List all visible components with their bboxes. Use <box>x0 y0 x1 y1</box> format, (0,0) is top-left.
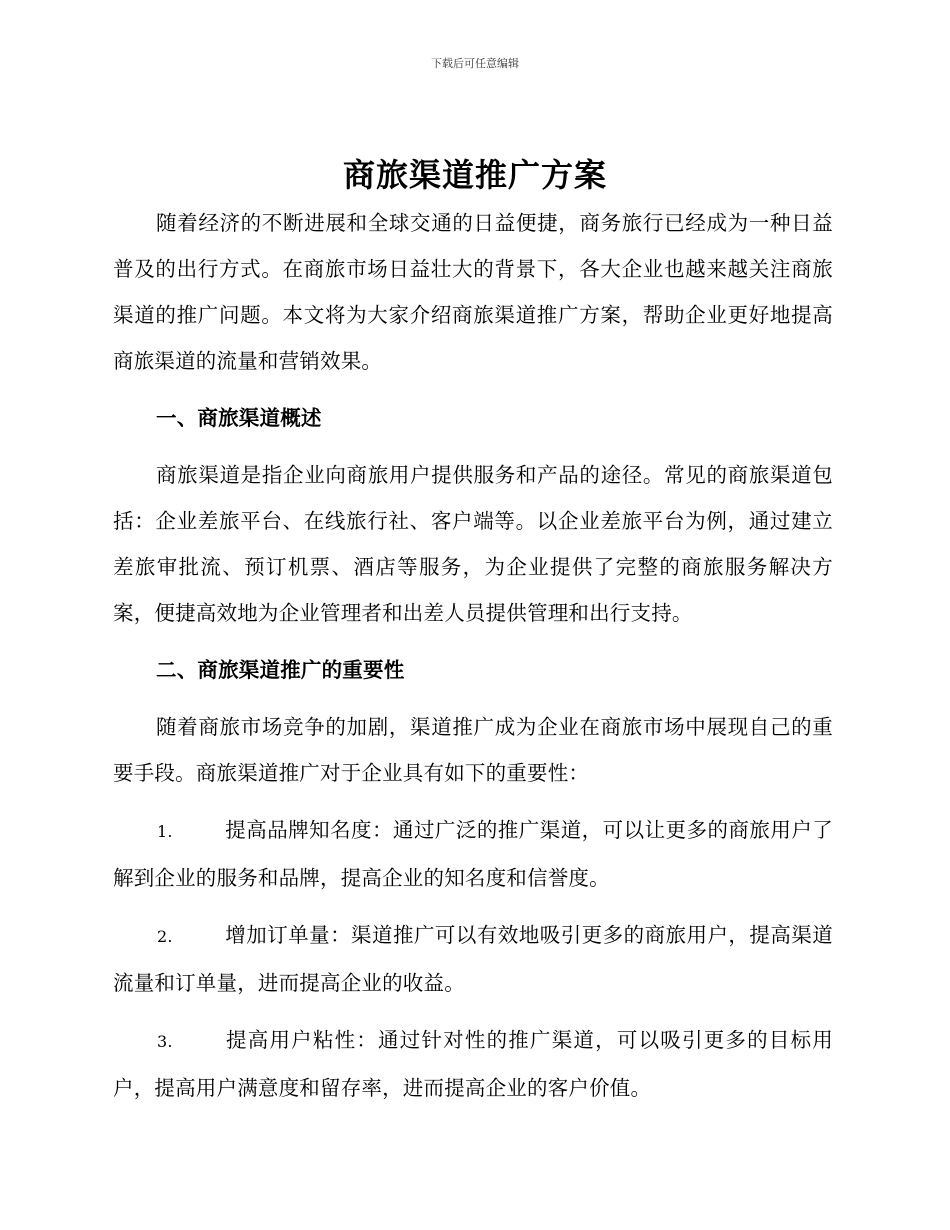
list-item-number: 2. <box>157 927 173 946</box>
section-heading-importance: 二、商旅渠道推广的重要性 <box>156 658 405 682</box>
list-item-text: 增加订单量：渠道推广可以有效地吸引更多的商旅用户，提高渠道流量和订单量，进而提高企业的收益。 <box>113 923 833 995</box>
list-item-number: 1. <box>157 822 173 841</box>
list-item <box>113 912 833 1006</box>
list-item-text: 提高用户粘性：通过针对性的推广渠道，可以吸引更多的目标用户，提高用户满意度和留存率，进而提高企业的客户价值。 <box>113 1028 833 1100</box>
list-item-text: 提高品牌知名度：通过广泛的推广渠道，可以让更多的商旅用户了解到企业的服务和品牌，提高企业的知名度和信誉度。 <box>113 818 833 890</box>
document-body <box>113 200 833 1111</box>
list-item <box>113 807 833 901</box>
importance-paragraph: 随着商旅市场竞争的加剧，渠道推广成为企业在商旅市场中展现自己的重要手段。商旅渠道推广对于企业具有如下的重要性： <box>113 715 833 785</box>
list-item <box>113 1017 833 1111</box>
section-heading-overview: 一、商旅渠道概述 <box>156 406 322 430</box>
list-item-number: 3. <box>157 1032 173 1051</box>
page-header: 下载后可任意编辑 <box>431 57 519 70</box>
document-title: 商旅渠道推广方案 <box>342 156 607 194</box>
overview-paragraph: 商旅渠道是指企业向商旅用户提供服务和产品的途径。常见的商旅渠道包括：企业差旅平台、在线旅行社、客户端等。以企业差旅平台为例，通过建立差旅审批流、预订机票、酒店等服务，为企业提供了完整的商旅服务解决方案，便捷高效地为企业管理者和出差人员提供管理和出行支持。 <box>113 463 833 625</box>
intro-paragraph: 随着经济的不断进展和全球交通的日益便捷，商务旅行已经成为一种日益普及的出行方式。在商旅市场日益壮大的背景下，各大企业也越来越关注商旅渠道的推广问题。本文将为大家介绍商旅渠道推广方案，帮助企业更好地提高商旅渠道的流量和营销效果。 <box>113 211 833 373</box>
